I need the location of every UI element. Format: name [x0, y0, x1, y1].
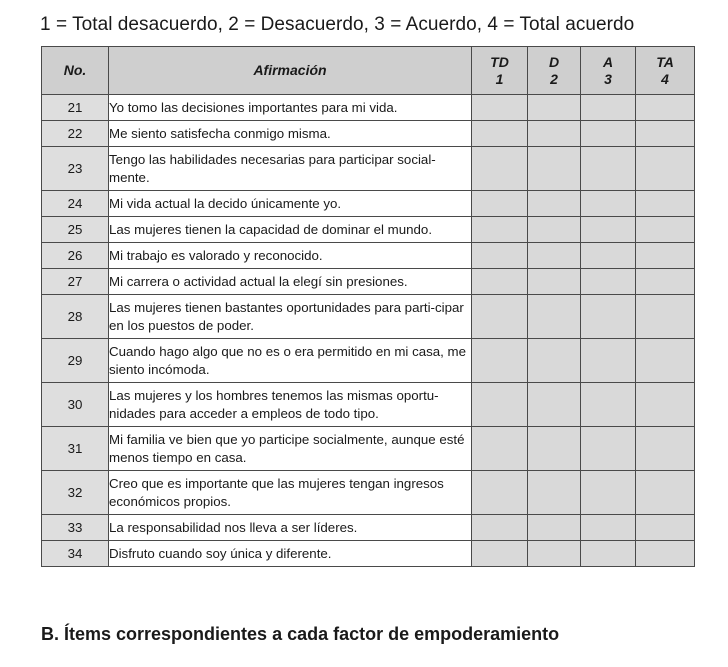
header-d-value: 2 — [550, 70, 558, 87]
answer-cell-ta[interactable] — [636, 427, 695, 471]
row-statement: La responsabilidad nos lleva a ser líderes. — [109, 515, 472, 541]
answer-cell-td[interactable] — [472, 217, 528, 243]
header-no: No. — [42, 47, 109, 95]
row-number: 24 — [42, 191, 109, 217]
header-ta-value: 4 — [661, 70, 669, 87]
answer-cell-a[interactable] — [581, 243, 636, 269]
answer-cell-d[interactable] — [528, 121, 581, 147]
answer-cell-ta[interactable] — [636, 383, 695, 427]
table-row — [42, 339, 695, 383]
header-ta-label: TA — [656, 53, 674, 70]
header-a-value: 3 — [604, 70, 612, 87]
answer-cell-ta[interactable] — [636, 295, 695, 339]
row-statement: Las mujeres tienen la capacidad de dominar el mundo. — [109, 217, 472, 243]
answer-cell-td[interactable] — [472, 471, 528, 515]
row-number: 32 — [42, 471, 109, 515]
table-row — [42, 541, 695, 567]
row-statement: Me siento satisfecha conmigo misma. — [109, 121, 472, 147]
row-number: 21 — [42, 95, 109, 121]
answer-cell-td[interactable] — [472, 541, 528, 567]
answer-cell-td[interactable] — [472, 269, 528, 295]
row-number: 30 — [42, 383, 109, 427]
section-heading: B. Ítems correspondientes a cada factor de empoderamiento — [41, 624, 560, 644]
row-statement: Tengo las habilidades necesarias para participar social-mente. — [109, 147, 472, 191]
row-number: 23 — [42, 147, 109, 191]
table-row — [42, 295, 695, 339]
answer-cell-ta[interactable] — [636, 191, 695, 217]
header-td-value: 1 — [495, 70, 504, 87]
row-statement: Las mujeres tienen bastantes oportunidades para parti-cipar en los puestos de poder. — [109, 295, 472, 339]
answer-cell-a[interactable] — [581, 95, 636, 121]
row-statement: Cuando hago algo que no es o era permitido en mi casa, me siento incómoda. — [109, 339, 472, 383]
answer-cell-td[interactable] — [472, 339, 528, 383]
scale-legend: 1 = Total desacuerdo, 2 = Desacuerdo, 3 = Acuerdo, 4 = Total acuerdo — [40, 14, 635, 35]
answer-cell-td[interactable] — [472, 191, 528, 217]
answer-cell-d[interactable] — [528, 383, 581, 427]
answer-cell-d[interactable] — [528, 243, 581, 269]
answer-cell-td[interactable] — [472, 383, 528, 427]
answer-cell-a[interactable] — [581, 269, 636, 295]
answer-cell-td[interactable] — [472, 515, 528, 541]
row-number: 25 — [42, 217, 109, 243]
header-d — [528, 47, 581, 95]
answer-cell-d[interactable] — [528, 269, 581, 295]
table-row — [42, 427, 695, 471]
answer-cell-a[interactable] — [581, 121, 636, 147]
answer-cell-td[interactable] — [472, 427, 528, 471]
header-ta — [636, 47, 695, 95]
row-statement: Disfruto cuando soy única y diferente. — [109, 541, 472, 567]
row-number: 33 — [42, 515, 109, 541]
row-number: 34 — [42, 541, 109, 567]
answer-cell-ta[interactable] — [636, 269, 695, 295]
answer-cell-d[interactable] — [528, 471, 581, 515]
survey-table — [41, 46, 695, 567]
table-header-row — [42, 47, 695, 95]
answer-cell-a[interactable] — [581, 541, 636, 567]
row-number: 29 — [42, 339, 109, 383]
answer-cell-ta[interactable] — [636, 217, 695, 243]
header-td-label: TD — [490, 53, 509, 70]
table-row — [42, 515, 695, 541]
answer-cell-d[interactable] — [528, 95, 581, 121]
answer-cell-d[interactable] — [528, 191, 581, 217]
answer-cell-d[interactable] — [528, 541, 581, 567]
table-row — [42, 191, 695, 217]
answer-cell-ta[interactable] — [636, 541, 695, 567]
answer-cell-a[interactable] — [581, 147, 636, 191]
answer-cell-a[interactable] — [581, 339, 636, 383]
row-statement: Mi familia ve bien que yo participe socialmente, aunque esté menos tiempo en casa. — [109, 427, 472, 471]
answer-cell-a[interactable] — [581, 191, 636, 217]
row-number: 22 — [42, 121, 109, 147]
table-row — [42, 217, 695, 243]
answer-cell-a[interactable] — [581, 471, 636, 515]
row-statement: Mi trabajo es valorado y reconocido. — [109, 243, 472, 269]
answer-cell-a[interactable] — [581, 515, 636, 541]
answer-cell-a[interactable] — [581, 427, 636, 471]
table-row — [42, 147, 695, 191]
header-a — [581, 47, 636, 95]
answer-cell-a[interactable] — [581, 383, 636, 427]
answer-cell-a[interactable] — [581, 295, 636, 339]
row-statement: Yo tomo las decisiones importantes para mi vida. — [109, 95, 472, 121]
row-statement: Mi vida actual la decido únicamente yo. — [109, 191, 472, 217]
table-row — [42, 95, 695, 121]
answer-cell-ta[interactable] — [636, 339, 695, 383]
row-number: 27 — [42, 269, 109, 295]
answer-cell-td[interactable] — [472, 295, 528, 339]
answer-cell-ta[interactable] — [636, 147, 695, 191]
header-a-label: A — [602, 53, 614, 70]
header-td — [472, 47, 528, 95]
answer-cell-d[interactable] — [528, 295, 581, 339]
row-number: 31 — [42, 427, 109, 471]
answer-cell-ta[interactable] — [636, 243, 695, 269]
table-row — [42, 471, 695, 515]
row-number: 28 — [42, 295, 109, 339]
answer-cell-d[interactable] — [528, 147, 581, 191]
table-row — [42, 121, 695, 147]
row-number: 26 — [42, 243, 109, 269]
answer-cell-ta[interactable] — [636, 471, 695, 515]
row-statement: Creo que es importante que las mujeres tengan ingresos económicos propios. — [109, 471, 472, 515]
answer-cell-a[interactable] — [581, 217, 636, 243]
answer-cell-ta[interactable] — [636, 95, 695, 121]
answer-cell-d[interactable] — [528, 515, 581, 541]
answer-cell-d[interactable] — [528, 339, 581, 383]
header-d-label: D — [548, 53, 560, 70]
header-statement: Afirmación — [109, 47, 472, 95]
answer-cell-td[interactable] — [472, 147, 528, 191]
table-row — [42, 383, 695, 427]
answer-cell-d[interactable] — [528, 217, 581, 243]
table-row — [42, 243, 695, 269]
answer-cell-td[interactable] — [472, 121, 528, 147]
answer-cell-d[interactable] — [528, 427, 581, 471]
table-row — [42, 269, 695, 295]
answer-cell-ta[interactable] — [636, 515, 695, 541]
answer-cell-td[interactable] — [472, 95, 528, 121]
row-statement: Las mujeres y los hombres tenemos las mismas oportu-nidades para acceder a empleos de todo tipo. — [109, 383, 472, 427]
row-statement: Mi carrera o actividad actual la elegí sin presiones. — [109, 269, 472, 295]
answer-cell-td[interactable] — [472, 243, 528, 269]
answer-cell-ta[interactable] — [636, 121, 695, 147]
